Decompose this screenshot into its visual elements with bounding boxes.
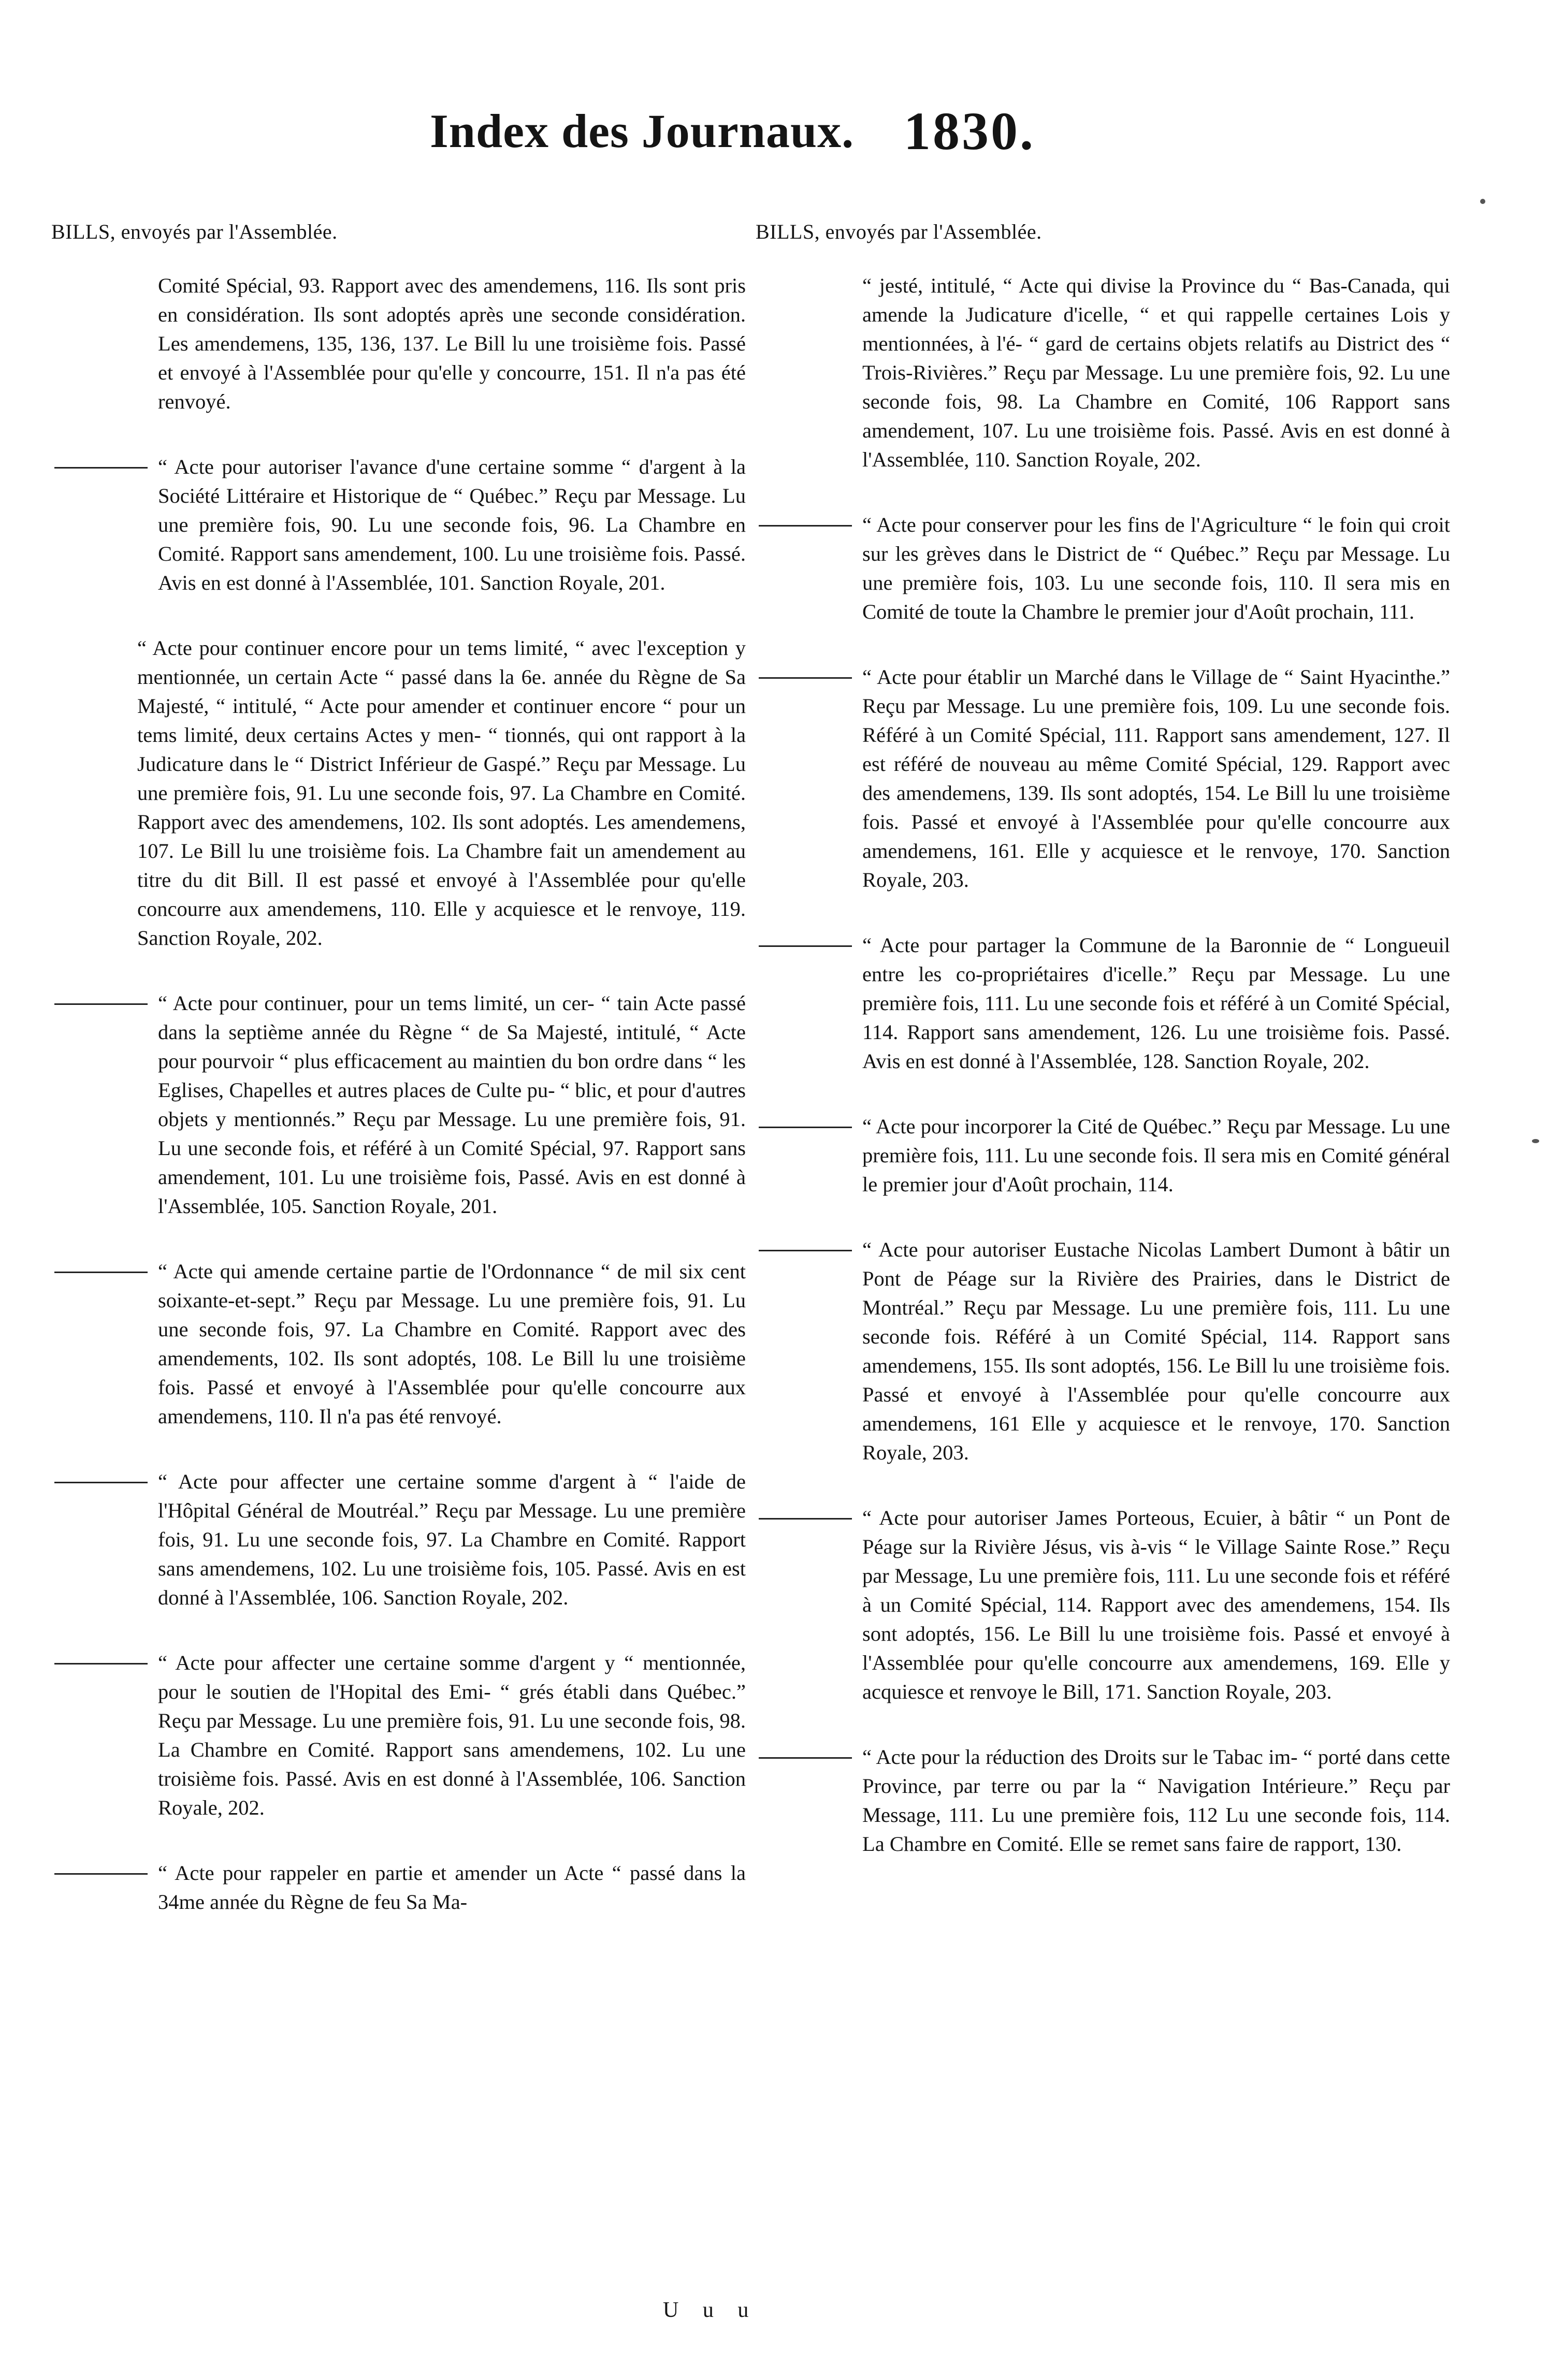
index-entry (759, 1112, 1450, 1199)
entry-dash (759, 1518, 852, 1520)
entry-text: “ Acte pour affecter une certaine somme d'argent à “ l'aide de l'Hôpital Général de Moutréal.” Reçu par Message. Lu une première fois, 91. Lu une seconde fois, 97. La Chambre en Comité. Rapport sans amendemens, 102. Lu une troisième fois, 105. Passé. Avis en est donné à l'Assemblée, 106. Sanction Royale, 202. (158, 1470, 746, 1609)
index-entry (759, 1235, 1450, 1467)
index-entry (54, 452, 746, 597)
entry-text: “ Acte pour établir un Marché dans le Village de “ Saint Hyacinthe.” Reçu par Message. Lu une première fois, 109. Lu une seconde fois. Référé à un Comité Spécial, 111. Rapport sans amendement, 127. Il est référé de nouveau au même Comité Spécial, 129. Rapport avec des amendemens, 139. Ils sont adoptés, 154. Le Bill lu une troisième fois. Passé et envoyé à l'Assemblée pour qu'elle concourre aux amendemens, 161. Elle y acquiesce et le renvoye, 170. Sanction Royale, 203. (862, 665, 1450, 892)
index-entry (54, 1648, 746, 1822)
entry-dash (759, 677, 852, 679)
print-speck (1532, 1139, 1539, 1143)
entry-dash (759, 525, 852, 527)
entry-dash (759, 1250, 852, 1251)
index-entry (759, 1503, 1450, 1706)
entry-dash (759, 1127, 852, 1128)
entry-text: “ Acte pour rappeler en partie et amender un Acte “ passé dans la 34me année du Règne de feu Sa Ma- (158, 1861, 746, 1914)
index-entry (54, 271, 746, 416)
index-entry (54, 1467, 746, 1612)
right-column-heading: BILLS, envoyés par l'Assemblée. (756, 220, 1042, 243)
index-entry (54, 1257, 746, 1431)
entry-text: Comité Spécial, 93. Rapport avec des amendemens, 116. Ils sont pris en considération. Ils sont adoptés après une seconde considération. Les amendemens, 135, 136, 137. Le Bill lu une troisième fois. Passé et envoyé à l'Assemblée pour qu'elle y concourre, 151. Il n'a pas été renvoyé. (158, 274, 746, 413)
entry-text: “ Acte pour affecter une certaine somme d'argent y “ mentionnée, pour le soutien de l'Hopital des Emi- “ grés établi dans Québec.” Reçu par Message. Lu une première fois, 91. Lu une seconde fois, 98. La Chambre en Comité. Rapport sans amendemens, 102. Lu une troisième fois. Passé. Avis en est donné à l'Assemblée, 106. Sanction Royale, 202. (158, 1651, 746, 1819)
left-column (51, 217, 746, 1953)
page-header (0, 101, 1563, 171)
entry-text: “ Acte pour autoriser James Porteous, Ecuier, à bâtir “ un Pont de Péage sur la Rivière Jésus, vis à-vis “ le Village Sainte Rose.” Reçu par Message, Lu une première fois, 111. Lu une seconde fois et référé à un Comité Spécial, 114. Rapport avec des amendemens, 154. Ils sont adoptés, 156. Le Bill lu une troisième fois. Passé et envoyé à l'Assemblée pour qu'elle concourre aux amendemens, 169. Elle y acquiesce et renvoye le Bill, 171. Sanction Royale, 203. (862, 1506, 1450, 1703)
entry-text: “ Acte pour incorporer la Cité de Québec.” Reçu par Message. Lu une première fois, 111. Lu une seconde fois. Il sera mis en Comité général le premier jour d'Août prochain, 114. (862, 1115, 1450, 1196)
index-entry (54, 1859, 746, 1917)
entry-text: “ Acte pour continuer encore pour un tems limité, “ avec l'exception y mentionnée, un certain Acte “ passé dans la 6e. année du Règne de Sa Majesté, “ intitulé, “ Acte pour amender et continuer encore “ pour un tems limité, deux certains Actes y men- “ tionnés, qui ont rapport à la Judicature dans le “ District Inférieur de Gaspé.” Reçu par Message. Lu une première fois, 91. Lu une seconde fois, 97. La Chambre en Comité. Rapport avec des amendemens, 102. Ils sont adoptés. Les amendemens, 107. Le Bill lu une troisième fois. La Chambre fait un amendement au titre du dit Bill. Il est passé et envoyé à l'Assemblée pour qu'elle concourre aux amendemens, 110. Elle y acquiesce et le renvoye, 119. Sanction Royale, 202. (137, 636, 746, 950)
entry-text: “ Acte pour la réduction des Droits sur le Tabac im- “ porté dans cette Province, par terre ou par la “ Navigation Intérieure.” Reçu par Message, 111. Lu une première fois, 112 Lu une seconde fois, 114. La Chambre en Comité. Elle se remet sans faire de rapport, 130. (862, 1745, 1450, 1856)
left-column-heading: BILLS, envoyés par l'Assemblée. (51, 220, 338, 243)
entry-text: “ Acte pour partager la Commune de la Baronnie de “ Longueuil entre les co-propriétaires d'icelle.” Reçu par Message. Lu une première fois, 111. Lu une seconde fois et référé à un Comité Spécial, 114. Rapport sans amendement, 126. Lu une troisième fois. Passé. Avis en est donné à l'Assemblée, 128. Sanction Royale, 202. (862, 933, 1450, 1073)
index-entry (54, 989, 746, 1221)
entry-text: “ Acte qui amende certaine partie de l'Ordonnance “ de mil six cent soixante-et-sept.” Reçu par Message. Lu une première fois, 91. Lu une seconde fois, 97. La Chambre en Comité. Rapport avec des amendements, 102. Ils sont adoptés, 108. Le Bill lu une troisième fois. Passé et envoyé à l'Assemblée pour qu'elle concourre aux amendemens, 110. Il n'a pas été renvoyé. (158, 1260, 746, 1428)
entry-text: “ jesté, intitulé, “ Acte qui divise la Province du “ Bas-Canada, qui amende la Judicature d'icelle, “ et qui rappelle certaines Lois y mentionnées, à l'é- “ gard de certains objets relatifs au District des “ Trois-Rivières.” Reçu par Message. Lu une première fois, 92. Lu une seconde fois, 98. La Chambre en Comité, 106 Rapport sans amendement, 107. Lu une troisième fois. Passé. Avis en est donné à l'Assemblée, 110. Sanction Royale, 202. (862, 274, 1450, 471)
entry-text: “ Acte pour autoriser Eustache Nicolas Lambert Dumont à bâtir un Pont de Péage sur la Rivière des Prairies, dans le District de Montréal.” Reçu par Message. Lu une première fois, 111. Lu une seconde fois. Référé à un Comité Spécial, 114. Rapport sans amendemens, 155. Ils sont adoptés, 156. Le Bill lu une troisième fois. Passé et envoyé à l'Assemblée pour qu'elle concourre aux amendemens, 161 Elle y acquiesce et le renvoye, 170. Sanction Royale, 203. (862, 1238, 1450, 1464)
index-entry (759, 663, 1450, 895)
index-entry (54, 634, 746, 953)
entry-dash (54, 1663, 148, 1664)
catchword: U u u (663, 2298, 758, 2322)
entry-dash (54, 1003, 148, 1005)
entry-dash (759, 945, 852, 947)
entry-text: “ Acte pour autoriser l'avance d'une certaine somme “ d'argent à la Société Littéraire et Historique de “ Québec.” Reçu par Message. Lu une première fois, 90. Lu une seconde fois, 96. La Chambre en Comité. Rapport sans amendement, 100. Lu une troisième fois. Passé. Avis en est donné à l'Assemblée, 101. Sanction Royale, 201. (158, 455, 746, 594)
entry-dash (54, 1272, 148, 1273)
index-entry (759, 1743, 1450, 1859)
entry-dash (54, 1873, 148, 1875)
entry-dash (759, 1757, 852, 1759)
entry-dash (54, 1482, 148, 1483)
index-entry (759, 271, 1450, 474)
print-speck (1480, 199, 1485, 204)
entry-dash (54, 467, 148, 469)
page-title: Index des Journaux. (430, 105, 855, 157)
entry-text: “ Acte pour conserver pour les fins de l'Agriculture “ le foin qui croit sur les grèves dans le District de “ Québec.” Reçu par Message. Lu une première fois, 103. Lu une seconde fois, 110. Il sera mis en Comité de toute la Chambre le premier jour d'Août prochain, 111. (862, 513, 1450, 623)
right-column (756, 217, 1450, 1895)
index-entry (759, 931, 1450, 1076)
index-entry (759, 510, 1450, 626)
page-year: 1830. (904, 101, 1035, 161)
entry-text: “ Acte pour continuer, pour un tems limité, un cer- “ tain Acte passé dans la septième année du Règne “ de Sa Majesté, intitulé, “ Acte pour pourvoir “ plus efficacement au maintien du bon ordre dans “ les Eglises, Chapelles et autres places de Culte pu- “ blic, et pour d'autres objets y mentionnés.” Reçu par Message. Lu une première fois, 91. Lu une seconde fois, et référé à un Comité Spécial, 97. Rapport sans amendement, 101. Lu une troisième fois, Passé. Avis en est donné à l'Assemblée, 105. Sanction Royale, 201. (158, 991, 746, 1218)
